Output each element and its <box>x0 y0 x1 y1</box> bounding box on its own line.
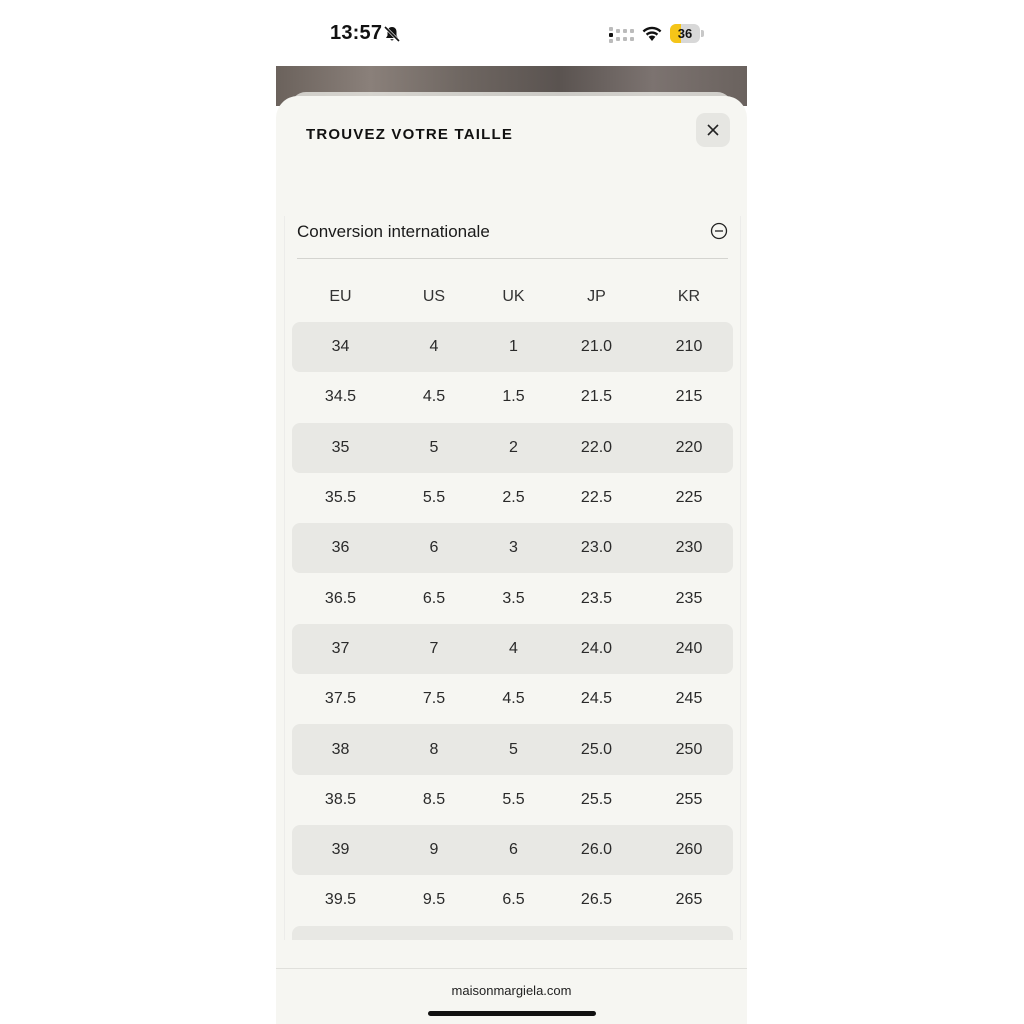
size-cell-jp: 23.0 <box>580 539 613 557</box>
size-cell-uk: 1.5 <box>502 388 525 406</box>
size-cell-us: 8 <box>429 740 439 758</box>
column-header-kr: KR <box>677 288 701 305</box>
size-cell-jp: 24.0 <box>580 639 613 657</box>
size-cell-jp: 21.0 <box>580 338 613 356</box>
size-cell-eu: 35 <box>331 438 350 456</box>
size-cell-eu: 37 <box>331 639 350 657</box>
table-row <box>292 926 733 940</box>
size-cell-uk: 1 <box>509 338 518 356</box>
conversion-panel <box>284 216 741 940</box>
size-cell-us: 9.5 <box>422 891 446 909</box>
size-cell-jp: 21.5 <box>580 388 613 406</box>
size-cell-jp: 25.5 <box>580 790 613 808</box>
size-cell-us: 7.5 <box>422 690 446 708</box>
sheet-title: TROUVEZ VOTRE TAILLE <box>306 126 514 143</box>
table-row <box>292 423 733 473</box>
battery-body <box>670 24 700 43</box>
size-cell-eu: 35.5 <box>324 489 357 507</box>
size-cell-uk: 6 <box>509 841 518 859</box>
battery-level: 36 <box>677 26 693 41</box>
size-cell-uk: 2 <box>509 438 518 456</box>
size-cell-uk: 4 <box>509 639 518 657</box>
phone-screen <box>276 0 747 1024</box>
size-cell-jp: 26.5 <box>580 891 613 909</box>
size-cell-jp: 25.0 <box>580 740 613 758</box>
size-guide-sheet <box>276 96 747 1024</box>
home-indicator <box>428 1011 596 1016</box>
size-cell-kr: 250 <box>675 740 703 758</box>
battery-icon <box>670 24 704 43</box>
size-cell-uk: 5 <box>509 740 518 758</box>
size-cell-eu: 34 <box>331 338 350 356</box>
size-cell-kr: 235 <box>675 589 703 607</box>
table-row <box>292 322 733 372</box>
size-cell-jp: 22.5 <box>580 489 613 507</box>
column-header-jp: JP <box>587 288 606 305</box>
column-header-eu: EU <box>329 288 352 305</box>
size-cell-eu: 36.5 <box>324 589 357 607</box>
size-cell-uk: 2.5 <box>502 489 525 507</box>
table-row <box>292 775 733 825</box>
size-table <box>292 272 733 940</box>
size-cell-kr: 265 <box>675 891 703 909</box>
size-cell-us: 5.5 <box>422 489 446 507</box>
size-cell-us: 4.5 <box>422 388 446 406</box>
table-body <box>292 322 733 940</box>
status-bar <box>276 0 747 66</box>
bell-slash-icon <box>383 25 401 43</box>
size-cell-kr: 245 <box>675 690 703 708</box>
table-row <box>292 573 733 623</box>
size-cell-uk: 5.5 <box>502 790 525 808</box>
size-cell-jp: 23.5 <box>580 589 613 607</box>
size-cell-eu: 39.5 <box>324 891 357 909</box>
table-row <box>292 875 733 925</box>
close-button[interactable] <box>696 113 730 147</box>
table-header <box>292 272 733 322</box>
size-cell-uk: 4.5 <box>502 690 525 708</box>
size-cell-kr: 255 <box>675 790 703 808</box>
table-row <box>292 372 733 422</box>
size-cell-us: 4 <box>429 338 439 356</box>
size-cell-kr: 220 <box>675 438 703 456</box>
table-row <box>292 523 733 573</box>
size-cell-us: 9 <box>429 841 439 859</box>
size-cell-eu: 34.5 <box>324 388 357 406</box>
size-cell-eu: 36 <box>331 539 350 557</box>
size-cell-kr: 215 <box>675 388 703 406</box>
size-cell-kr: 230 <box>675 539 703 557</box>
size-cell-uk: 3.5 <box>502 589 525 607</box>
size-cell-us: 5 <box>429 438 439 456</box>
footer-url[interactable]: maisonmargiela.com <box>451 983 572 998</box>
size-cell-kr: 260 <box>675 841 703 859</box>
size-cell-kr: 210 <box>675 338 703 356</box>
size-cell-eu: 38.5 <box>324 790 357 808</box>
accordion-title: Conversion internationale <box>297 222 490 241</box>
table-row <box>292 724 733 774</box>
size-cell-kr: 225 <box>675 489 703 507</box>
table-row <box>292 473 733 523</box>
status-time: 13:57 <box>330 22 383 44</box>
minus-circle-icon[interactable] <box>710 222 728 240</box>
accordion-header[interactable] <box>297 216 728 259</box>
column-header-us: US <box>422 288 446 305</box>
size-cell-eu: 39 <box>331 841 350 859</box>
battery-cap <box>701 30 704 37</box>
size-cell-jp: 24.5 <box>580 690 613 708</box>
size-cell-us: 8.5 <box>422 790 446 808</box>
close-icon <box>706 123 720 137</box>
size-cell-jp: 22.0 <box>580 438 613 456</box>
size-cell-kr: 240 <box>675 639 703 657</box>
size-cell-eu: 38 <box>331 740 350 758</box>
table-row <box>292 624 733 674</box>
signal-icon <box>609 27 635 43</box>
sheet-footer <box>276 968 747 1024</box>
size-cell-uk: 6.5 <box>502 891 525 909</box>
table-row <box>292 674 733 724</box>
size-cell-eu: 37.5 <box>324 690 357 708</box>
table-row <box>292 825 733 875</box>
wifi-icon <box>641 24 663 42</box>
column-header-uk: UK <box>502 288 525 305</box>
size-cell-jp: 26.0 <box>580 841 613 859</box>
size-cell-us: 6.5 <box>422 589 446 607</box>
size-cell-uk: 3 <box>509 539 518 557</box>
size-cell-us: 7 <box>429 639 439 657</box>
size-cell-us: 6 <box>429 539 439 557</box>
